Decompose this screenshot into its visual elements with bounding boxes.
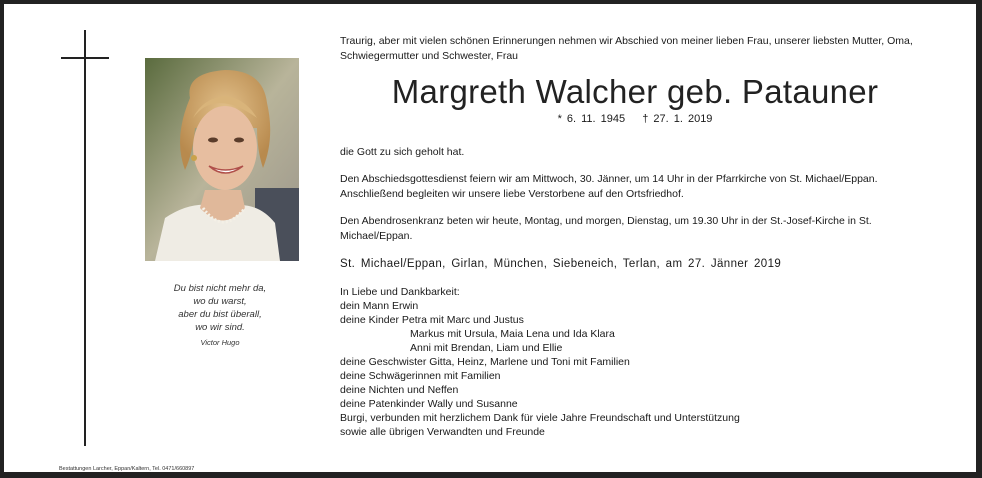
mourners-line: deine Kinder Petra mit Marc und Justus	[340, 314, 524, 326]
quote-line: wo du warst,	[193, 296, 247, 307]
paragraph: Den Abschiedsgottesdienst feiern wir am Mittwoch, 30. Jänner, um 14 Uhr in der Pfarrkirche von St. Michael/Eppan. Anschließend begleiten wir unsere liebe Verstorbene auf den Ortsfriedhof.	[340, 173, 878, 200]
funeral-home-footer: Bestattungen Larcher, Eppan/Kaltern, Tel. 0471/660897	[59, 466, 195, 472]
mourners-list	[340, 285, 930, 439]
paragraph: die Gott zu sich geholt hat.	[340, 146, 465, 158]
quote-line: aber du bist überall,	[178, 309, 262, 320]
mourners-line: deine Geschwister Gitta, Heinz, Marlene und Toni mit Familien	[340, 356, 630, 368]
mourners-line: dein Mann Erwin	[340, 300, 419, 312]
portrait-photo	[145, 58, 299, 261]
birth-date: * 6. 11. 1945	[557, 113, 626, 125]
cross-symbol-vertical	[84, 30, 86, 446]
quote-line: wo wir sind.	[195, 322, 245, 333]
intro-text: Traurig, aber mit vielen schönen Erinnerungen nehmen wir Abschied von meiner lieben Frau, unserer liebsten Mutter, Oma, Schwiegermutter und Schwester, Frau	[340, 35, 913, 62]
mourners-line: deine Patenkinder Wally und Susanne	[340, 398, 518, 410]
quote-line: Du bist nicht mehr da,	[173, 283, 267, 294]
mourners-line: Anni mit Brendan, Liam und Ellie	[410, 342, 563, 354]
mourners-line: deine Schwägerinnen mit Familien	[340, 370, 501, 382]
quote-author: Victor Hugo	[200, 338, 240, 347]
paragraph: Den Abendrosenkranz beten wir heute, Montag, und morgen, Dienstag, um 19.30 Uhr in der St.-Josef-Kirche in St. Michael/Eppan.	[340, 215, 872, 242]
mourners-line: Markus mit Ursula, Maia Lena und Ida Klara	[410, 328, 615, 340]
death-date: † 27. 1. 2019	[642, 113, 713, 125]
cross-symbol-horizontal	[61, 57, 109, 59]
obituary-page	[4, 4, 976, 472]
obituary-text	[340, 34, 930, 439]
places-date: St. Michael/Eppan, Girlan, München, Siebeneich, Terlan, am 27. Jänner 2019	[340, 258, 782, 270]
mourners-line: deine Nichten und Neffen	[340, 384, 459, 396]
deceased-name: Margreth Walcher geb. Patauner	[391, 73, 879, 110]
life-dates	[340, 113, 930, 125]
mourners-line: Burgi, verbunden mit herzlichem Dank für viele Jahre Freundschaft und Unterstützung	[340, 412, 740, 424]
mourners-line: sowie alle übrigen Verwandten und Freunde	[340, 426, 545, 438]
memorial-quote	[145, 282, 295, 349]
mourners-line: In Liebe und Dankbarkeit:	[340, 286, 460, 298]
